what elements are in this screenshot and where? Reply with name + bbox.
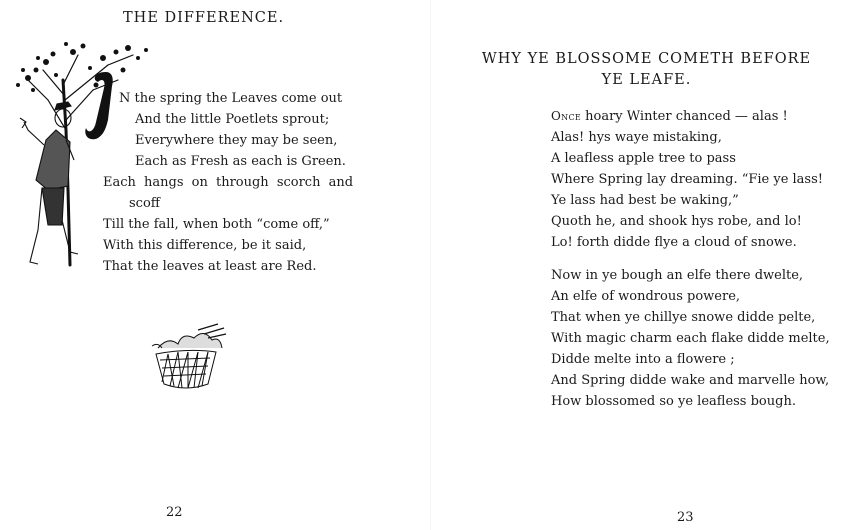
right-poem-line: An elfe of wondrous powere, (551, 289, 741, 304)
left-poem-line: Each as Fresh as each is Green. (135, 154, 346, 169)
left-poem-line: With this difference, be it said, (103, 238, 307, 253)
left-poem-line: N the spring the Leaves come out (119, 91, 343, 106)
right-poem-line: Ye lass had best be waking,” (551, 193, 739, 208)
right-poem-line: Now in ye bough an elfe there dwelte, (551, 268, 804, 283)
right-poem-line: Didde melte into a flowere ; (551, 352, 735, 367)
right-poem-line: How blossomed so ye leafless bough. (551, 394, 796, 409)
right-poem-line: With magic charm each flake didde melte, (551, 331, 830, 346)
right-page-number: 23 (677, 510, 694, 525)
right-poem-line: A leafless apple tree to pass (551, 151, 736, 166)
left-poem (103, 88, 353, 277)
right-poem-line: Quoth he, and shook hys robe, and lo! (551, 214, 802, 229)
left-poem-line: And the little Poetlets sprout; (135, 112, 330, 127)
smallcaps-opening: Once (551, 109, 581, 123)
right-poem-line: And Spring didde wake and marvelle how, (551, 373, 830, 388)
left-poem-line: That the leaves at least are Red. (103, 259, 317, 274)
right-poem-line: Where Spring lay dreaming. “Fie ye lass! (551, 172, 823, 187)
left-poem-line: Each hangs on through scorch and (103, 175, 354, 190)
right-page (431, 0, 862, 530)
right-poem (551, 106, 830, 412)
right-poem-line: Once hoary Winter chanced — alas ! (551, 109, 788, 124)
left-page-title: THE DIFFERENCE. (123, 10, 285, 26)
right-title-line: WHY YE BLOSSOME COMETH BEFORE (481, 51, 812, 67)
right-poem-line: Lo! forth didde flye a cloud of snowe. (551, 235, 797, 250)
flower-basket-illustration (148, 322, 228, 392)
stanza-break (551, 253, 830, 265)
left-poem-line: Till the fall, when both “come off,” (103, 217, 330, 232)
left-poem-line: scoff (129, 196, 161, 211)
right-page-title (431, 49, 862, 91)
left-poem-line: Everywhere they may be seen, (135, 133, 338, 148)
right-poem-line: Alas! hys waye mistaking, (551, 130, 722, 145)
left-page-number: 22 (166, 505, 183, 520)
right-poem-line: That when ye chillye snowe didde pelte, (551, 310, 816, 325)
right-title-line: YE LEAFE. (601, 72, 692, 88)
